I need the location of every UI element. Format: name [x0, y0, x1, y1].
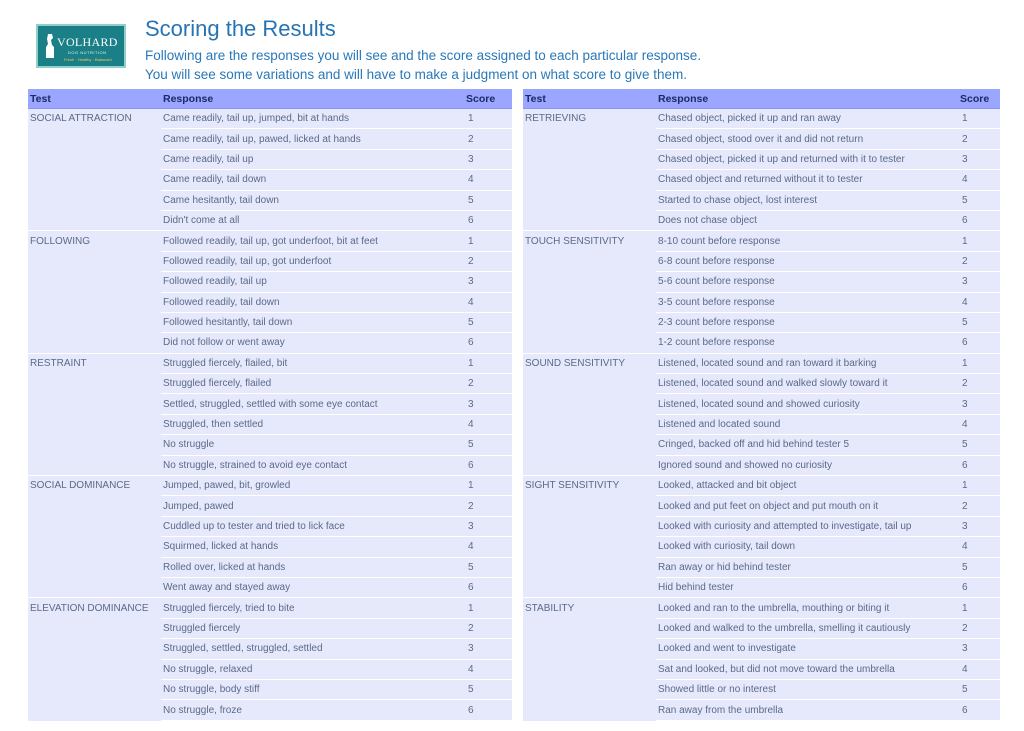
response-cell: 8-10 count before response [656, 231, 958, 251]
table-row [523, 272, 1000, 292]
test-cell [523, 394, 656, 414]
test-cell [28, 190, 161, 210]
test-cell: FOLLOWING [28, 231, 161, 251]
response-cell: Looked and ran to the umbrella, mouthing or biting it [656, 598, 958, 618]
test-cell: SOCIAL DOMINANCE [28, 476, 161, 496]
response-cell: Came hesitantly, tail down [161, 190, 464, 210]
score-cell: 4 [958, 292, 1000, 312]
table-row [523, 700, 1000, 720]
response-cell: No struggle, froze [161, 700, 464, 720]
response-cell: No struggle, relaxed [161, 659, 464, 679]
intro-line-2: You will see some variations and will have to make a judgment on what score to give them. [145, 67, 688, 82]
score-cell: 1 [958, 598, 1000, 618]
volhard-logo [36, 24, 126, 68]
response-cell: Came readily, tail down [161, 170, 464, 190]
test-cell [28, 129, 161, 149]
table-row [523, 496, 1000, 516]
score-cell: 5 [958, 190, 1000, 210]
score-cell: 2 [958, 129, 1000, 149]
response-cell: Struggled, then settled [161, 414, 464, 434]
table-row [523, 679, 1000, 699]
header-test: Test [523, 89, 656, 109]
response-cell: Chased object and returned without it to tester [656, 170, 958, 190]
response-cell: Squirmed, licked at hands [161, 537, 464, 557]
test-cell [523, 639, 656, 659]
header-score: Score [958, 89, 1000, 109]
score-cell: 4 [464, 292, 512, 312]
test-cell: SOUND SENSITIVITY [523, 353, 656, 373]
response-cell: Does not chase object [656, 210, 958, 230]
table-row [28, 210, 512, 230]
table-row [28, 496, 512, 516]
score-cell: 6 [464, 333, 512, 353]
table-row [523, 618, 1000, 638]
test-cell [28, 618, 161, 638]
table-row [523, 170, 1000, 190]
response-cell: Looked and walked to the umbrella, smelling it cautiously [656, 618, 958, 638]
score-cell: 1 [464, 109, 512, 129]
score-cell: 1 [958, 109, 1000, 129]
response-cell: Chased object, picked it up and ran away [656, 109, 958, 129]
response-cell: Jumped, pawed, bit, growled [161, 476, 464, 496]
score-cell: 6 [464, 210, 512, 230]
test-cell [523, 496, 656, 516]
logo-tagline: Fresh · Healthy · Balanced [64, 57, 112, 62]
table-row [28, 170, 512, 190]
left-table-body [28, 109, 512, 721]
score-cell: 5 [958, 312, 1000, 332]
response-cell: Followed readily, tail up, got underfoot [161, 251, 464, 271]
test-cell [28, 292, 161, 312]
table-row [523, 639, 1000, 659]
table-row [523, 557, 1000, 577]
score-cell: 5 [464, 190, 512, 210]
score-cell: 5 [958, 679, 1000, 699]
test-cell: RESTRAINT [28, 353, 161, 373]
test-cell: TOUCH SENSITIVITY [523, 231, 656, 251]
response-cell: 1-2 count before response [656, 333, 958, 353]
score-cell: 6 [958, 210, 1000, 230]
table-row [28, 618, 512, 638]
test-cell [523, 210, 656, 230]
table-row [523, 598, 1000, 618]
table-row [523, 210, 1000, 230]
table-row [523, 333, 1000, 353]
score-cell: 5 [958, 557, 1000, 577]
response-cell: Followed readily, tail up, got underfoot, bit at feet [161, 231, 464, 251]
table-row [523, 577, 1000, 597]
response-cell: Looked with curiosity, tail down [656, 537, 958, 557]
header-response: Response [161, 89, 464, 109]
test-cell [523, 577, 656, 597]
response-cell: Struggled fiercely, tried to bite [161, 598, 464, 618]
score-cell: 3 [958, 516, 1000, 536]
response-cell: Followed hesitantly, tail down [161, 312, 464, 332]
table-row [523, 435, 1000, 455]
score-cell: 5 [464, 679, 512, 699]
test-cell [28, 679, 161, 699]
table-row [28, 129, 512, 149]
table-row [523, 455, 1000, 475]
score-cell: 1 [464, 598, 512, 618]
score-cell: 6 [464, 577, 512, 597]
right-table-body [523, 109, 1000, 721]
score-cell: 6 [958, 333, 1000, 353]
response-cell: Did not follow or went away [161, 333, 464, 353]
test-cell [28, 149, 161, 169]
score-cell: 6 [958, 700, 1000, 720]
response-cell: Came readily, tail up, pawed, licked at hands [161, 129, 464, 149]
table-row [28, 557, 512, 577]
test-cell [28, 251, 161, 271]
score-cell: 1 [464, 353, 512, 373]
table-row [523, 129, 1000, 149]
response-cell: Cringed, backed off and hid behind tester 5 [656, 435, 958, 455]
score-cell: 1 [958, 353, 1000, 373]
score-cell: 4 [958, 537, 1000, 557]
test-cell [28, 374, 161, 394]
right-scoring-table-panel [523, 89, 1000, 721]
response-cell: Settled, struggled, settled with some eye contact [161, 394, 464, 414]
score-cell: 3 [464, 639, 512, 659]
test-cell [523, 292, 656, 312]
response-cell: Listened, located sound and ran toward it barking [656, 353, 958, 373]
score-cell: 3 [464, 394, 512, 414]
response-cell: Struggled fiercely [161, 618, 464, 638]
score-cell: 2 [464, 374, 512, 394]
response-cell: Looked, attacked and bit object [656, 476, 958, 496]
table-row [28, 659, 512, 679]
right-scoring-table [523, 89, 1000, 721]
score-cell: 5 [464, 312, 512, 332]
table-row [28, 639, 512, 659]
test-cell: ELEVATION DOMINANCE [28, 598, 161, 618]
score-cell: 2 [958, 374, 1000, 394]
table-row [28, 353, 512, 373]
response-cell: Struggled fiercely, flailed [161, 374, 464, 394]
test-cell [523, 190, 656, 210]
score-cell: 4 [464, 414, 512, 434]
table-row [523, 414, 1000, 434]
test-cell [28, 333, 161, 353]
table-row [523, 374, 1000, 394]
response-cell: Cuddled up to tester and tried to lick face [161, 516, 464, 536]
score-cell: 4 [958, 659, 1000, 679]
table-row [28, 455, 512, 475]
test-cell: RETRIEVING [523, 109, 656, 129]
score-cell: 6 [958, 455, 1000, 475]
response-cell: Followed readily, tail down [161, 292, 464, 312]
response-cell: Struggled, settled, struggled, settled [161, 639, 464, 659]
table-row [523, 231, 1000, 251]
table-row [28, 333, 512, 353]
table-row [523, 190, 1000, 210]
response-cell: 5-6 count before response [656, 272, 958, 292]
test-cell [28, 394, 161, 414]
header-test: Test [28, 89, 161, 109]
score-cell: 4 [958, 170, 1000, 190]
test-cell [523, 435, 656, 455]
score-cell: 3 [464, 149, 512, 169]
response-cell: No struggle, body stiff [161, 679, 464, 699]
table-row [523, 476, 1000, 496]
test-cell [523, 557, 656, 577]
table-row [28, 476, 512, 496]
response-cell: Came readily, tail up, jumped, bit at hands [161, 109, 464, 129]
table-row [523, 149, 1000, 169]
test-cell [28, 537, 161, 557]
test-cell [28, 577, 161, 597]
test-cell [523, 516, 656, 536]
test-cell [523, 272, 656, 292]
table-row [28, 374, 512, 394]
score-cell: 3 [958, 394, 1000, 414]
score-cell: 2 [958, 618, 1000, 638]
response-cell: Ran away or hid behind tester [656, 557, 958, 577]
response-cell: Went away and stayed away [161, 577, 464, 597]
score-cell: 5 [958, 435, 1000, 455]
response-cell: Didn't come at all [161, 210, 464, 230]
table-row [28, 231, 512, 251]
table-row [523, 109, 1000, 129]
score-cell: 5 [464, 557, 512, 577]
test-cell [523, 251, 656, 271]
test-cell [523, 455, 656, 475]
test-cell [28, 639, 161, 659]
test-cell [523, 170, 656, 190]
test-cell [28, 272, 161, 292]
test-cell [28, 659, 161, 679]
page-title: Scoring the Results [145, 16, 336, 41]
response-cell: Struggled fiercely, flailed, bit [161, 353, 464, 373]
table-row [523, 394, 1000, 414]
score-cell: 1 [958, 476, 1000, 496]
score-cell: 4 [958, 414, 1000, 434]
table-row [523, 516, 1000, 536]
score-cell: 1 [464, 231, 512, 251]
table-row [28, 537, 512, 557]
score-cell: 6 [958, 577, 1000, 597]
response-cell: Looked and went to investigate [656, 639, 958, 659]
table-row [28, 272, 512, 292]
score-cell: 3 [958, 639, 1000, 659]
test-cell [28, 455, 161, 475]
test-cell [523, 679, 656, 699]
logo-name: VOLHARD [57, 35, 118, 49]
test-cell [523, 333, 656, 353]
response-cell: Jumped, pawed [161, 496, 464, 516]
response-cell: Rolled over, licked at hands [161, 557, 464, 577]
response-cell: Came readily, tail up [161, 149, 464, 169]
logo-subtitle: DOG NUTRITION [68, 50, 107, 55]
dog-silhouette-icon [44, 33, 56, 59]
test-cell [28, 435, 161, 455]
test-cell [523, 374, 656, 394]
score-cell: 2 [958, 251, 1000, 271]
table-row [28, 190, 512, 210]
table-row [28, 598, 512, 618]
left-scoring-table [28, 89, 512, 721]
table-row [28, 516, 512, 536]
table-row [523, 312, 1000, 332]
score-cell: 5 [464, 435, 512, 455]
score-cell: 2 [464, 251, 512, 271]
table-row [28, 435, 512, 455]
score-cell: 6 [464, 455, 512, 475]
test-cell [28, 312, 161, 332]
table-row [28, 109, 512, 129]
test-cell [523, 129, 656, 149]
response-cell: Listened, located sound and showed curiosity [656, 394, 958, 414]
response-cell: Listened, located sound and walked slowly toward it [656, 374, 958, 394]
score-cell: 2 [958, 496, 1000, 516]
response-cell: Looked and put feet on object and put mouth on it [656, 496, 958, 516]
test-cell [28, 557, 161, 577]
response-cell: Showed little or no interest [656, 679, 958, 699]
response-cell: Sat and looked, but did not move toward the umbrella [656, 659, 958, 679]
response-cell: Followed readily, tail up [161, 272, 464, 292]
score-cell: 6 [464, 700, 512, 720]
score-cell: 2 [464, 129, 512, 149]
score-cell: 3 [464, 272, 512, 292]
response-cell: 2-3 count before response [656, 312, 958, 332]
score-cell: 4 [464, 170, 512, 190]
score-cell: 4 [464, 659, 512, 679]
test-cell [523, 149, 656, 169]
response-cell: Hid behind tester [656, 577, 958, 597]
test-cell [523, 312, 656, 332]
test-cell [28, 700, 161, 720]
response-cell: Ignored sound and showed no curiosity [656, 455, 958, 475]
test-cell: STABILITY [523, 598, 656, 618]
left-scoring-table-panel [28, 89, 512, 721]
score-cell: 3 [464, 516, 512, 536]
table-row [523, 353, 1000, 373]
response-cell: 3-5 count before response [656, 292, 958, 312]
test-cell [28, 170, 161, 190]
table-row [28, 149, 512, 169]
response-cell: Chased object, picked it up and returned with it to tester [656, 149, 958, 169]
table-row [28, 700, 512, 720]
test-cell [523, 537, 656, 557]
score-cell: 2 [464, 618, 512, 638]
response-cell: Listened and located sound [656, 414, 958, 434]
table-row [523, 537, 1000, 557]
test-cell [28, 414, 161, 434]
test-cell [28, 516, 161, 536]
score-cell: 1 [958, 231, 1000, 251]
table-row [28, 251, 512, 271]
table-row [28, 312, 512, 332]
table-header-row [523, 89, 1000, 109]
table-row [523, 251, 1000, 271]
table-row [28, 679, 512, 699]
intro-text [145, 46, 701, 84]
table-row [28, 292, 512, 312]
response-cell: No struggle [161, 435, 464, 455]
score-cell: 1 [464, 476, 512, 496]
response-cell: Looked with curiosity and attempted to investigate, tail up [656, 516, 958, 536]
test-cell [523, 659, 656, 679]
score-cell: 3 [958, 272, 1000, 292]
response-cell: Ran away from the umbrella [656, 700, 958, 720]
table-row [28, 394, 512, 414]
test-cell [523, 414, 656, 434]
response-cell: Chased object, stood over it and did not return [656, 129, 958, 149]
score-cell: 2 [464, 496, 512, 516]
response-cell: 6-8 count before response [656, 251, 958, 271]
test-cell [523, 618, 656, 638]
test-cell [28, 210, 161, 230]
test-cell: SOCIAL ATTRACTION [28, 109, 161, 129]
header-response: Response [656, 89, 958, 109]
response-cell: Started to chase object, lost interest [656, 190, 958, 210]
table-row [28, 577, 512, 597]
table-row [523, 292, 1000, 312]
table-row [523, 659, 1000, 679]
table-header-row [28, 89, 512, 109]
test-cell: SIGHT SENSITIVITY [523, 476, 656, 496]
response-cell: No struggle, strained to avoid eye contact [161, 455, 464, 475]
score-cell: 3 [958, 149, 1000, 169]
test-cell [523, 700, 656, 720]
intro-line-1: Following are the responses you will see and the score assigned to each particular response. [145, 48, 702, 63]
score-cell: 4 [464, 537, 512, 557]
table-row [28, 414, 512, 434]
header-score: Score [464, 89, 512, 109]
test-cell [28, 496, 161, 516]
